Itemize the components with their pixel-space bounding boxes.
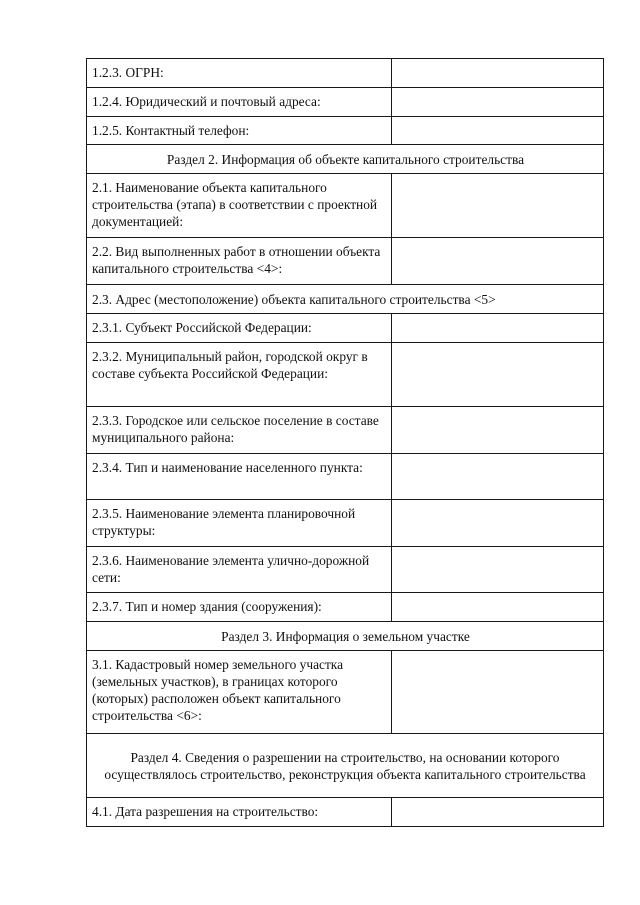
field-label-text: 2.3.5. Наименование элемента планировочной структуры: — [92, 506, 356, 538]
section-heading: Раздел 3. Информация о земельном участке — [87, 622, 604, 651]
field-label — [87, 798, 392, 827]
field-label — [87, 117, 392, 145]
field-label — [87, 651, 392, 734]
table-row — [87, 117, 604, 145]
table-row — [87, 407, 604, 454]
field-label-text: 1.2.3. ОГРН: — [92, 65, 164, 80]
table-row — [87, 798, 604, 827]
field-label-text: 3.1. Кадастровый номер земельного участка (земельных участков), в границах которого (которых) расположен объект капитального строительства <6>: — [92, 657, 344, 723]
subsection-heading: 2.3. Адрес (местоположение) объекта капитального строительства <5> — [87, 285, 604, 314]
table-row — [87, 651, 604, 734]
field-label — [87, 314, 392, 343]
section-row — [87, 285, 604, 314]
field-label — [87, 500, 392, 547]
field-label-text: 2.3.3. Городское или сельское поселение в составе муниципального района: — [92, 413, 379, 445]
table-row — [87, 500, 604, 547]
section-row — [87, 734, 604, 798]
field-value[interactable] — [392, 343, 604, 407]
table-row — [87, 174, 604, 238]
table-row — [87, 454, 604, 500]
section-heading: Раздел 2. Информация об объекте капитального строительства — [87, 145, 604, 174]
table-row — [87, 314, 604, 343]
field-value[interactable] — [392, 547, 604, 593]
table-row — [87, 343, 604, 407]
field-label — [87, 454, 392, 500]
section-row — [87, 145, 604, 174]
field-value[interactable] — [392, 238, 604, 285]
field-label — [87, 59, 392, 88]
field-label-text: 1.2.5. Контактный телефон: — [92, 123, 250, 138]
table-row — [87, 88, 604, 117]
field-label-text: 2.3.7. Тип и номер здания (сооружения): — [92, 599, 322, 614]
table-row — [87, 547, 604, 593]
field-value[interactable] — [392, 314, 604, 343]
form-table — [86, 58, 604, 827]
field-label-text: 2.2. Вид выполненных работ в отношении объекта капитального строительства <4>: — [92, 244, 381, 276]
field-label-text: 2.1. Наименование объекта капитального строительства (этапа) в соответствии с проектной документацией: — [92, 180, 378, 229]
field-value[interactable] — [392, 174, 604, 238]
field-label — [87, 547, 392, 593]
field-label — [87, 407, 392, 454]
field-label — [87, 238, 392, 285]
field-label-text: 2.3.4. Тип и наименование населенного пункта: — [92, 460, 363, 475]
field-label — [87, 88, 392, 117]
field-value[interactable] — [392, 117, 604, 145]
field-value[interactable] — [392, 88, 604, 117]
field-label — [87, 174, 392, 238]
field-label-text: 2.3.1. Субъект Российской Федерации: — [92, 320, 312, 335]
table-row — [87, 59, 604, 88]
section-heading: Раздел 4. Сведения о разрешении на строительство, на основании которого осуществлялось строительство, реконструкция объекта капитального строительства — [87, 734, 604, 798]
field-value[interactable] — [392, 798, 604, 827]
form-table-body — [87, 59, 604, 827]
field-label-text: 2.3.6. Наименование элемента улично-дорожной сети: — [92, 553, 370, 585]
field-value[interactable] — [392, 500, 604, 547]
table-row — [87, 238, 604, 285]
field-label — [87, 343, 392, 407]
field-value[interactable] — [392, 651, 604, 734]
field-value[interactable] — [392, 593, 604, 622]
field-label-text: 2.3.2. Муниципальный район, городской округ в составе субъекта Российской Федерации: — [92, 349, 368, 381]
field-value[interactable] — [392, 454, 604, 500]
section-row — [87, 622, 604, 651]
field-value[interactable] — [392, 59, 604, 88]
field-label-text: 4.1. Дата разрешения на строительство: — [92, 804, 319, 819]
table-row — [87, 593, 604, 622]
field-value[interactable] — [392, 407, 604, 454]
field-label-text: 1.2.4. Юридический и почтовый адреса: — [92, 94, 321, 109]
field-label — [87, 593, 392, 622]
